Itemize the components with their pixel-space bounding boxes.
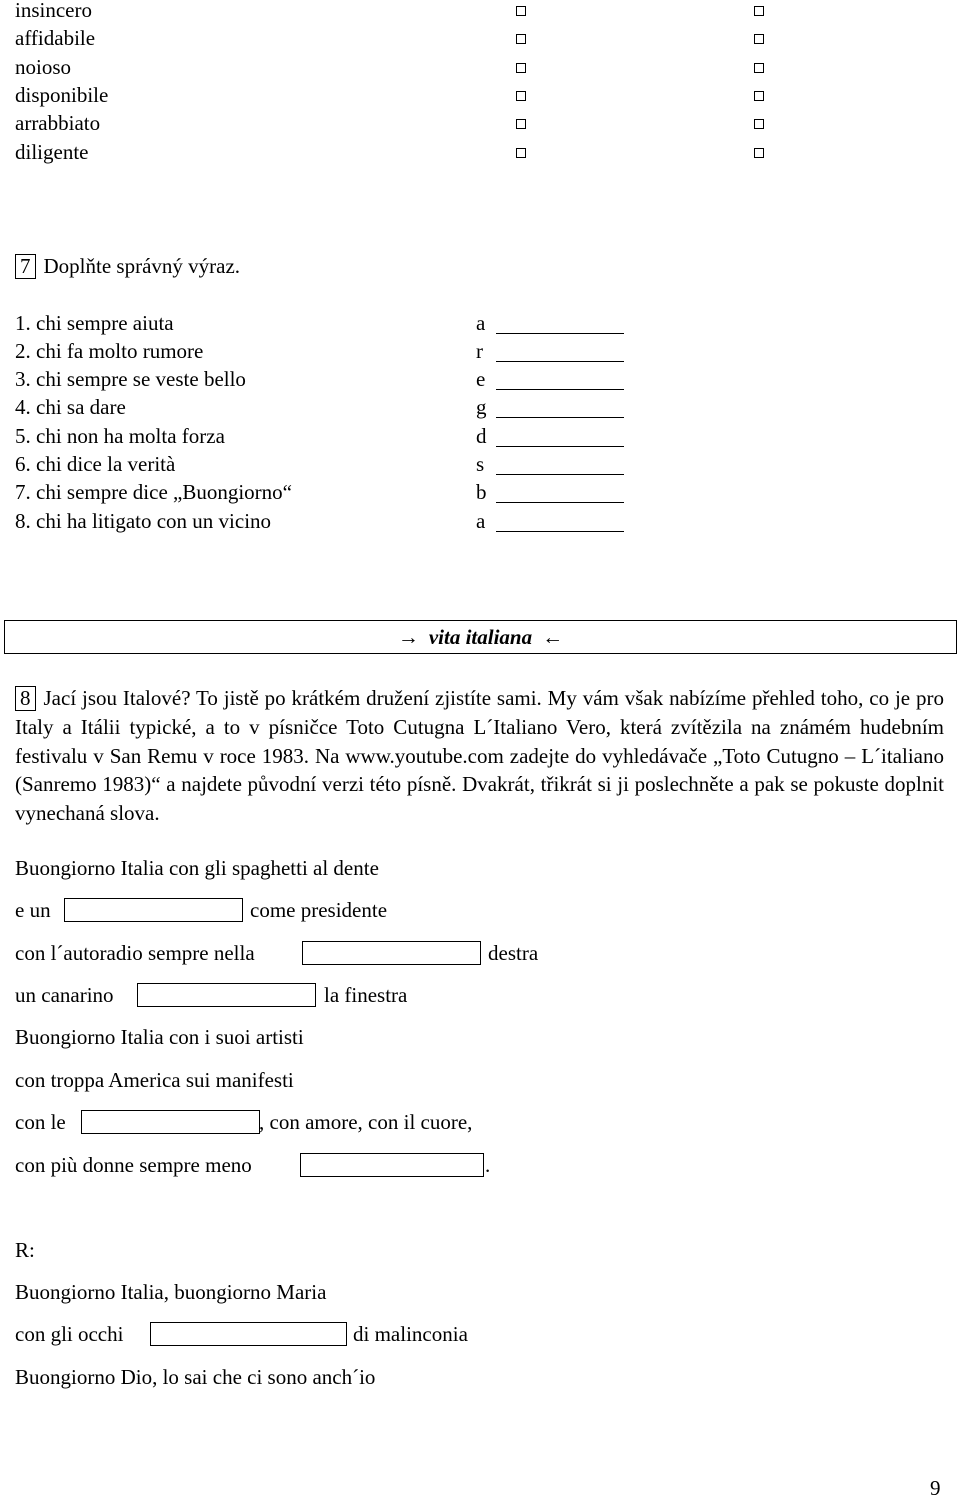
- refrain-line-3: Buongiorno Dio, lo sai che ci sono anch´io: [15, 1365, 376, 1389]
- checkbox-col2-row1[interactable]: [754, 6, 764, 16]
- question-2: 2. chi fa molto rumore: [15, 339, 204, 363]
- lyric-blank-1[interactable]: [64, 898, 243, 922]
- checkbox-col2-row2[interactable]: [754, 34, 764, 44]
- refrain-label: R:: [15, 1238, 35, 1262]
- question-3: 3. chi sempre se veste bello: [15, 367, 246, 391]
- lyric-line-8-start: con più donne sempre meno: [15, 1153, 252, 1177]
- lyric-line-6: con troppa America sui manifesti: [15, 1068, 294, 1092]
- checkbox-col1-row4[interactable]: [516, 91, 526, 101]
- adjective-6: diligente: [15, 140, 89, 164]
- lyric-blank-4[interactable]: [81, 1110, 260, 1134]
- checkbox-col1-row6[interactable]: [516, 148, 526, 158]
- question-8: 8. chi ha litigato con un vicino: [15, 509, 272, 533]
- lyric-line-7-start: con le: [15, 1110, 66, 1134]
- adjective-3: noioso: [15, 55, 72, 79]
- exercise-7-heading: [15, 254, 240, 279]
- refrain-line-2-start: con gli occhi: [15, 1322, 124, 1346]
- answer-blank-3[interactable]: [496, 389, 624, 390]
- question-5: 5. chi non ha molta forza: [15, 424, 225, 448]
- lyric-line-1: Buongiorno Italia con gli spaghetti al dente: [15, 856, 379, 880]
- answer-blank-1[interactable]: [496, 333, 624, 334]
- answer-letter-7: b: [476, 480, 487, 504]
- checkbox-col2-row4[interactable]: [754, 91, 764, 101]
- answer-letter-4: g: [476, 395, 487, 419]
- lyric-line-8-end: .: [485, 1153, 491, 1177]
- adjective-4: disponibile: [15, 83, 109, 107]
- answer-letter-2: r: [476, 339, 483, 363]
- lyric-line-2-end: come presidente: [250, 898, 388, 922]
- adjective-1: insincero: [15, 0, 92, 22]
- lyric-line-4-end: la finestra: [324, 983, 408, 1007]
- refrain-line-1: Buongiorno Italia, buongiorno Maria: [15, 1280, 327, 1304]
- checkbox-col1-row5[interactable]: [516, 119, 526, 129]
- question-7: 7. chi sempre dice „Buongiorno“: [15, 480, 292, 504]
- lyric-line-3-start: con l´autoradio sempre nella: [15, 941, 255, 965]
- question-4: 4. chi sa dare: [15, 395, 126, 419]
- exercise-8-text: Jací jsou Italové? To jistě po krátkém družení zjistíte sami. My vám však nabízíme přehled toho, co je pro Italy a Itálii typické, a to v písničce Toto Cutugna L´Italiano Vero, která zvítězila na známém hudebním festivalu v San Remu v roce 1983. Na www.youtube.com zadejte do vyhledávače „Toto Cutugno – L´italiano (Sanremo 1983)“ a najdete původní verzi této písně. Dvakrát, třikrát si ji poslechněte a pak se pokuste doplnit vynechaná slova.: [15, 686, 944, 826]
- page-number: 9: [930, 1476, 941, 1500]
- answer-letter-5: d: [476, 424, 487, 448]
- exercise-7-title: Doplňte správný výraz.: [43, 254, 241, 278]
- answer-letter-8: a: [476, 509, 486, 533]
- exercise-7-number: 7: [15, 254, 36, 279]
- checkbox-col2-row6[interactable]: [754, 148, 764, 158]
- lyric-line-5: Buongiorno Italia con i suoi artisti: [15, 1025, 304, 1049]
- section-title: vita italiana: [428, 625, 533, 649]
- answer-blank-8[interactable]: [496, 531, 624, 532]
- lyric-blank-5[interactable]: [300, 1153, 484, 1177]
- exercise-8-paragraph: [15, 684, 944, 828]
- right-arrow-icon: →: [397, 625, 419, 649]
- lyric-blank-6[interactable]: [150, 1322, 347, 1346]
- checkbox-col1-row2[interactable]: [516, 34, 526, 44]
- exercise-8-number: 8: [15, 686, 36, 711]
- answer-blank-5[interactable]: [496, 446, 624, 447]
- checkbox-col1-row3[interactable]: [516, 63, 526, 73]
- lyric-line-7-end: , con amore, con il cuore,: [259, 1110, 473, 1134]
- lyric-blank-2[interactable]: [302, 941, 481, 965]
- lyric-line-3-end: destra: [488, 941, 539, 965]
- checkbox-col2-row5[interactable]: [754, 119, 764, 129]
- answer-letter-3: e: [476, 367, 486, 391]
- answer-blank-2[interactable]: [496, 361, 624, 362]
- answer-blank-4[interactable]: [496, 417, 624, 418]
- checkbox-col2-row3[interactable]: [754, 63, 764, 73]
- lyric-line-2-start: e un: [15, 898, 51, 922]
- left-arrow-icon: ←: [542, 625, 564, 649]
- refrain-line-2-end: di malinconia: [353, 1322, 468, 1346]
- adjective-2: affidabile: [15, 26, 96, 50]
- question-1: 1. chi sempre aiuta: [15, 311, 174, 335]
- answer-letter-6: s: [476, 452, 485, 476]
- section-banner: [4, 620, 957, 654]
- answer-blank-6[interactable]: [496, 474, 624, 475]
- adjective-5: arrabbiato: [15, 111, 101, 135]
- answer-blank-7[interactable]: [496, 502, 624, 503]
- question-6: 6. chi dice la verità: [15, 452, 176, 476]
- lyric-blank-3[interactable]: [137, 983, 316, 1007]
- checkbox-col1-row1[interactable]: [516, 6, 526, 16]
- answer-letter-1: a: [476, 311, 486, 335]
- lyric-line-4-start: un canarino: [15, 983, 114, 1007]
